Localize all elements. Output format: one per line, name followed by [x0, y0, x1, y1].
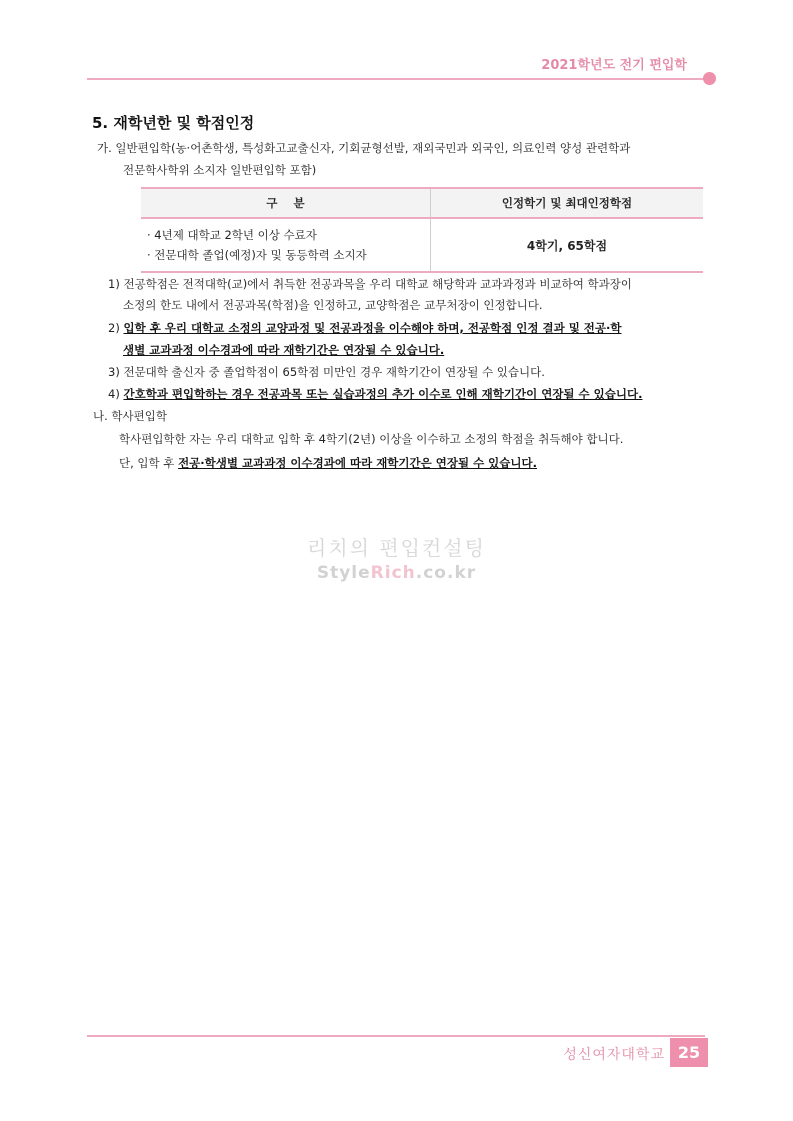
na-line-2-bold: 전공·학생별 교과과정 이수경과에 따라 재학기간은 연장될 수 있습니다. — [178, 456, 537, 470]
note-4-text: 간호학과 편입학하는 경우 전공과목 또는 실습과정의 추가 이수로 인해 재학기간이 연장될 수 있습니다. — [123, 387, 643, 401]
na-line-2-plain: 단, 입학 후 — [119, 456, 175, 470]
section-title: 5. 재학년한 및 학점인정 — [92, 114, 255, 132]
note-2-number: 2) — [108, 321, 120, 335]
na-title: 나. 학사편입학 — [93, 409, 167, 423]
watermark-part-c: .co.kr — [415, 563, 477, 583]
na-line-2 — [119, 455, 537, 471]
note-1-line-1: 1) 전공학점은 전적대학(교)에서 취득한 전공과목을 우리 대학교 해당학과 교과과정과 비교하여 학과장이 — [108, 277, 632, 291]
table-header-category: 구 분 — [141, 188, 431, 218]
header-rule — [87, 78, 705, 80]
note-3: 3) 전문대학 출신자 중 졸업학점이 65학점 미만인 경우 재학기간이 연장될 수 있습니다. — [108, 365, 545, 379]
watermark-line-1: 리치의 편입컨설팅 — [307, 536, 486, 560]
note-2-line-1 — [108, 320, 622, 336]
page-number: 25 — [670, 1038, 708, 1067]
footer-school-name: 성신여자대학교 — [563, 1047, 665, 1063]
note-2-text-1: 입학 후 우리 대학교 소정의 교양과정 및 전공과정을 이수해야 하며, 전공학점 인정 결과 및 전공·학 — [123, 321, 622, 335]
ga-line-1: 가. 일반편입학(농·어촌학생, 특성화고교출신자, 기회균형선발, 재외국민과 외국인, 의료인력 양성 관련학과 — [97, 141, 631, 155]
note-1-line-2: 소정의 한도 내에서 전공과목(학점)을 인정하고, 교양학점은 교무처장이 인정합니다. — [123, 298, 543, 312]
watermark-part-b: Rich — [370, 563, 416, 583]
table-cell-eligibility — [141, 218, 431, 272]
watermark-line-2 — [0, 563, 793, 583]
table-header-row — [141, 188, 703, 218]
credit-table — [141, 187, 703, 273]
note-4-number: 4) — [108, 387, 120, 401]
na-line-1: 학사편입학한 자는 우리 대학교 입학 후 4학기(2년) 이상을 이수하고 소정의 학점을 취득해야 합니다. — [119, 432, 624, 446]
note-2-line-2: 생별 교과과정 이수경과에 따라 재학기간은 연장될 수 있습니다. — [123, 343, 445, 357]
header-title: 2021학년도 전기 편입학 — [541, 58, 687, 73]
watermark-part-a: Style — [316, 563, 371, 583]
footer-rule — [87, 1035, 705, 1037]
table-row — [141, 218, 703, 272]
table-cell-credits: 4학기, 65학점 — [431, 218, 704, 272]
table-header-credits: 인정학기 및 최대인정학점 — [431, 188, 704, 218]
header-dot — [703, 72, 716, 85]
eligibility-item-1: · 4년제 대학교 2학년 이상 수료자 — [147, 228, 317, 242]
note-4 — [108, 386, 642, 402]
eligibility-item-2: · 전문대학 졸업(예정)자 및 동등학력 소지자 — [147, 248, 367, 262]
ga-line-2: 전문학사학위 소지자 일반편입학 포함) — [123, 163, 317, 177]
